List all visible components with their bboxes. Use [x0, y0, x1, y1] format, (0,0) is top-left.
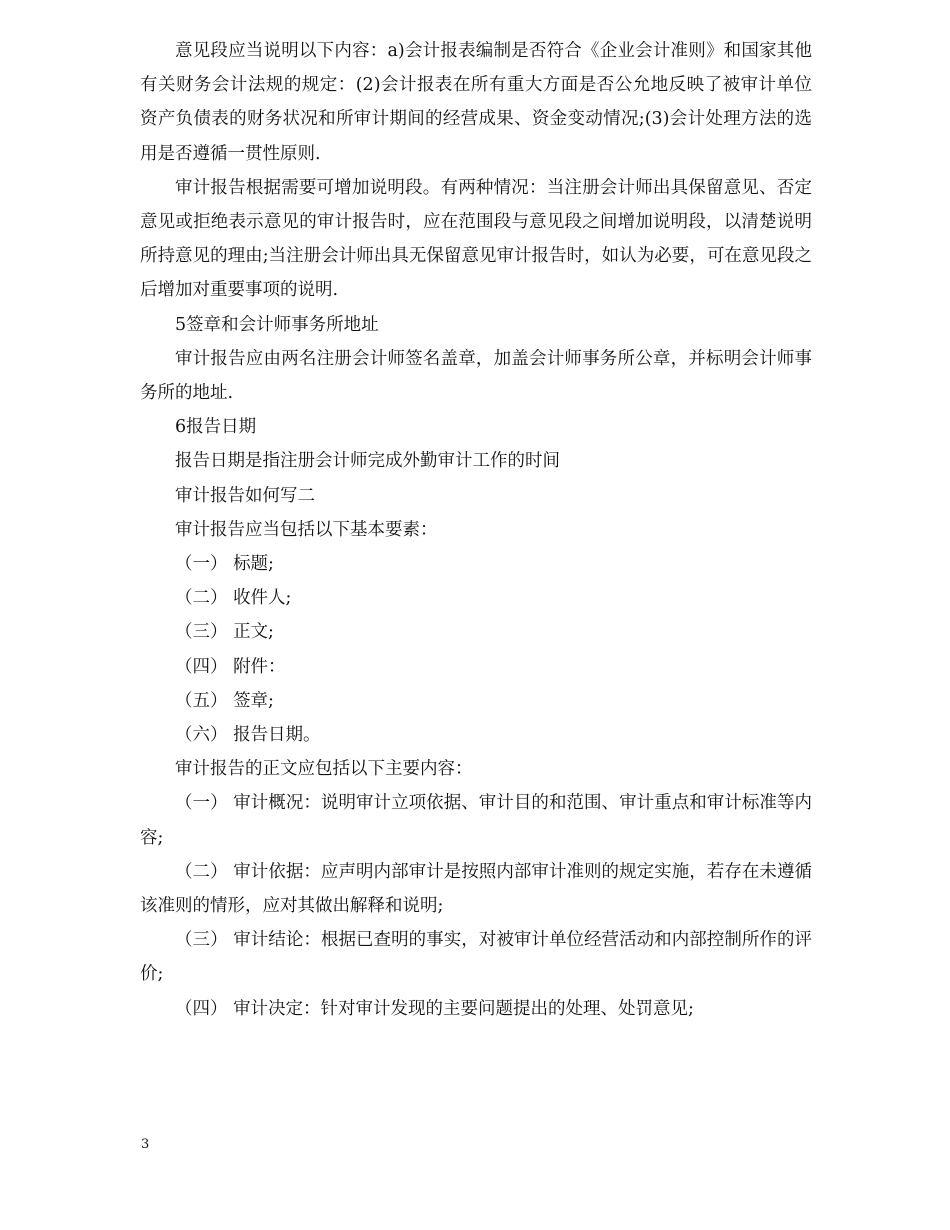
list-item-title: （一） 标题;	[175, 554, 274, 575]
list-item-attachments: （四） 附件：	[175, 656, 286, 677]
list-item-audit-basis: （二） 审计依据：应声明内部审计是按照内部审计准则的规定实施，若存在未遵循该准则的情形，应对其做出解释和说明;	[140, 861, 812, 917]
heading-signature-address: 5签章和会计师事务所地址	[175, 314, 379, 335]
list-item-audit-conclusion: （三） 审计结论：根据已查明的事实，对被审计单位经营活动和内部控制所作的评价;	[140, 930, 812, 985]
paragraph-opinion-content: 意见段应当说明以下内容：a)会计报表编制是否符合《企业会计准则》和国家其他有关财务会计法规的规定：(2)会计报表在所有重大方面是否公允地反映了被审计单位资产负债表的财务状况和所审计期间的经营成果、资金变动情况;(3)会计处理方法的选用是否遵循一贯性原则.	[140, 41, 812, 164]
paragraph-explanatory-section: 审计报告根据需要可增加说明段。有两种情况：当注册会计师出具保留意见、否定意见或拒绝表示意见的审计报告时，应在范围段与意见段之间增加说明段，以清楚说明所持意见的理由;当注册会计师出具无保留意见审计报告时，如认为必要，可在意见段之后增加对重要事项的说明.	[140, 177, 812, 301]
list-item-report-date: （六） 报告日期。	[175, 725, 321, 746]
document-body	[140, 34, 812, 1026]
paragraph-signature: 审计报告应由两名注册会计师签名盖章，加盖会计师事务所公章，并标明会计师事务所的地址.	[140, 348, 812, 404]
list-item-audit-overview: （一） 审计概况：说明审计立项依据、审计目的和范围、审计重点和审计标准等内容;	[140, 793, 812, 848]
paragraph-main-content: 审计报告的正文应包括以下主要内容：	[175, 759, 473, 780]
list-item-signature: （五） 签章;	[175, 690, 274, 711]
paragraph-basic-elements: 审计报告应当包括以下基本要素：	[175, 519, 438, 540]
list-item-recipient: （二） 收件人;	[175, 588, 292, 609]
list-item-audit-decision: （四） 审计决定：针对审计发现的主要问题提出的处理、处罚意见;	[175, 998, 694, 1019]
paragraph-report-date: 报告日期是指注册会计师完成外勤审计工作的时间	[175, 451, 560, 472]
page-number: 3	[141, 1137, 150, 1152]
heading-how-to-write-two: 审计报告如何写二	[175, 485, 315, 506]
heading-report-date: 6报告日期	[175, 417, 257, 438]
list-item-body: （三） 正文;	[175, 622, 274, 643]
